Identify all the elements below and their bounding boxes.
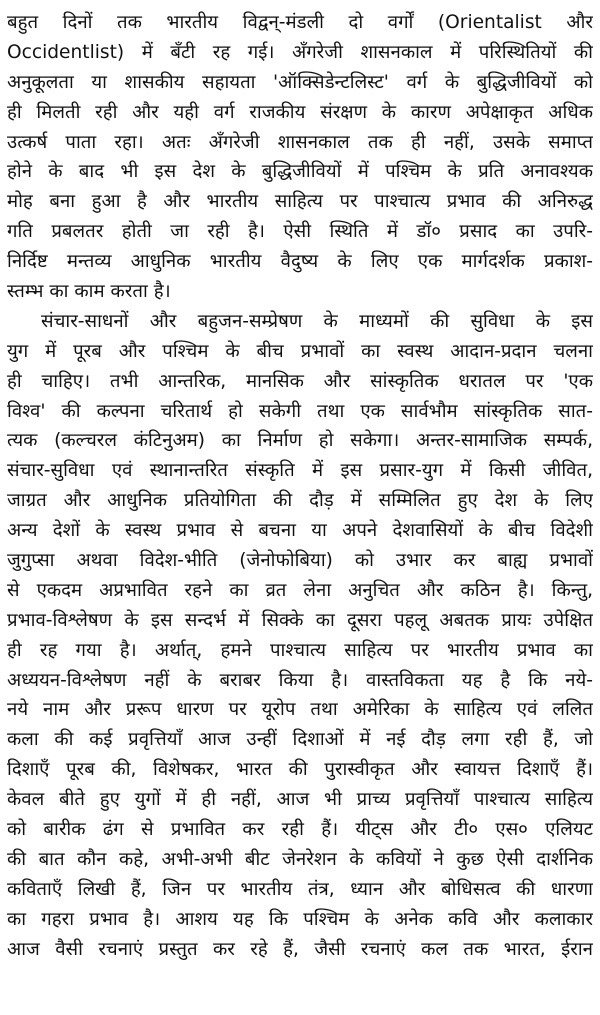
text-line: अनुकूलता या शासकीय सहायता 'ऑक्सिडेन्टलिस्ट' वर्ग के बुद्धिजीवियों को <box>7 71 593 93</box>
text-line: का गहरा प्रभाव है। आशय यह कि पश्चिम के अनेक कवि और कलाकार <box>7 908 593 930</box>
paragraph-1 <box>7 8 593 307</box>
text-line: स्तम्भ का काम करता है। <box>7 281 171 303</box>
text-line: से एकदम अप्रभावित रहने का व्रत लेना अनुचित और कठिन है। किन्तु, <box>7 579 593 601</box>
text-line: कला की कई प्रवृत्तियाँ आज उन्हीं दिशाओं में नई दौड़ लगा रही हैं, जो <box>7 729 593 751</box>
text-line: की बात कौन कहे, अभी-अभी बीट जेनरेशन के कवियों ने कुछ ऐसी दार्शनिक <box>7 848 593 870</box>
text-line: कविताएँ लिखी हैं, जिन पर भारतीय तंत्र, ध्यान और बोधिसत्व की धारणा <box>7 878 593 900</box>
text-line: Occidentlist) में बँटी रह गई। अँगरेजी शासनकाल में परिस्थितियों की <box>7 41 593 63</box>
text-line: निर्दिष्ट मन्तव्य आधुनिक भारतीय वैदुष्य के लिए एक मार्गदर्शक प्रकाश- <box>7 251 593 273</box>
text-line: आज वैसी रचनाएं प्रस्तुत कर रहे हैं, जैसी रचनाएं कल तक भारत, ईरान <box>7 938 593 960</box>
text-line: बहुत दिनों तक भारतीय विद्वन्-मंडली दो वर्गों (Orientalist और <box>7 12 593 33</box>
text-line: उत्कर्ष पाता रहा। अतः अँगरेजी शासनकाल तक ही नहीं, उसके समाप्त <box>7 131 593 153</box>
paragraph-2 <box>7 307 593 965</box>
text-line: ही रह गया है। अर्थात्, हमने पाश्चात्य साहित्य पर भारतीय प्रभाव का <box>7 639 593 661</box>
text-line: दिशाएँ पूरब की, विशेषकर, भारत की पुरास्वीकृत और स्वायत्त दिशाएँ हैं। <box>7 759 593 781</box>
text-line: संचार-साधनों और बहुजन-सम्प्रेषण के माध्यमों की सुविधा के इस <box>41 310 593 332</box>
text-line: गति प्रबलतर होती जा रही है। ऐसी स्थिति में डॉ० प्रसाद का उपरि- <box>7 221 593 243</box>
text-line: विश्व' की कल्पना चरितार्थ हो सकेगी तथा एक सार्वभौम सांस्कृतिक सात- <box>7 400 593 422</box>
text-line: को बारीक ढंग से प्रभावित कर रही हैं। यीट्स और टी० एस० एलियट <box>7 819 593 841</box>
text-line: युग में पूरब और पश्चिम के बीच प्रभावों का स्वस्थ आदान-प्रदान चलना <box>7 340 593 362</box>
text-line: संचार-सुविधा एवं स्थानान्तरित संस्कृति में इस प्रसार-युग में किसी जीवित, <box>7 460 593 482</box>
text-line: त्यक (कल्चरल कंटिनुअम) का निर्माण हो सकेगा। अन्तर-सामाजिक सम्पर्क, <box>7 430 593 452</box>
text-line: नये नाम और प्ररूप धारण पर यूरोप तथा अमेरिका के साहित्य एवं ललित <box>7 699 593 721</box>
text-line: केवल बीते हुए युगों में ही नहीं, आज भी प्राच्य प्रवृत्तियाँ पाश्चात्य साहित्य <box>7 789 593 811</box>
text-line: मोह बना हुआ है और भारतीय साहित्य पर पाश्चात्य प्रभाव की अनिरुद्ध <box>7 191 593 213</box>
text-line: होने के बाद भी इस देश के बुद्धिजीवियों में पश्चिम के प्रति अनावश्यक <box>7 161 593 183</box>
document-page <box>7 8 593 965</box>
text-line: प्रभाव-विश्लेषण के इस सन्दर्भ में सिक्के का दूसरा पहलू अबतक प्रायः उपेक्षित <box>7 609 593 631</box>
text-line: अन्य देशों के स्वस्थ प्रभाव से बचना या अपने देशवासियों के बीच विदेशी <box>7 520 593 542</box>
text-line: जाग्रत और आधुनिक प्रतियोगिता की दौड़ में सम्मिलित हुए देश के लिए <box>7 490 593 512</box>
text-line: अध्ययन-विश्लेषण नहीं के बराबर किया है। वास्तविकता यह है कि नये- <box>7 669 593 691</box>
text-line: जुगुप्सा अथवा विदेश-भीति (जेनोफोबिया) को उभार कर बाह्य प्रभावों <box>7 550 593 572</box>
text-line: ही चाहिए। तभी आन्तरिक, मानसिक और सांस्कृतिक धरातल पर 'एक <box>7 370 593 392</box>
text-line: ही मिलती रही और यही वर्ग राजकीय संरक्षण के कारण अपेक्षाकृत अधिक <box>7 101 593 123</box>
